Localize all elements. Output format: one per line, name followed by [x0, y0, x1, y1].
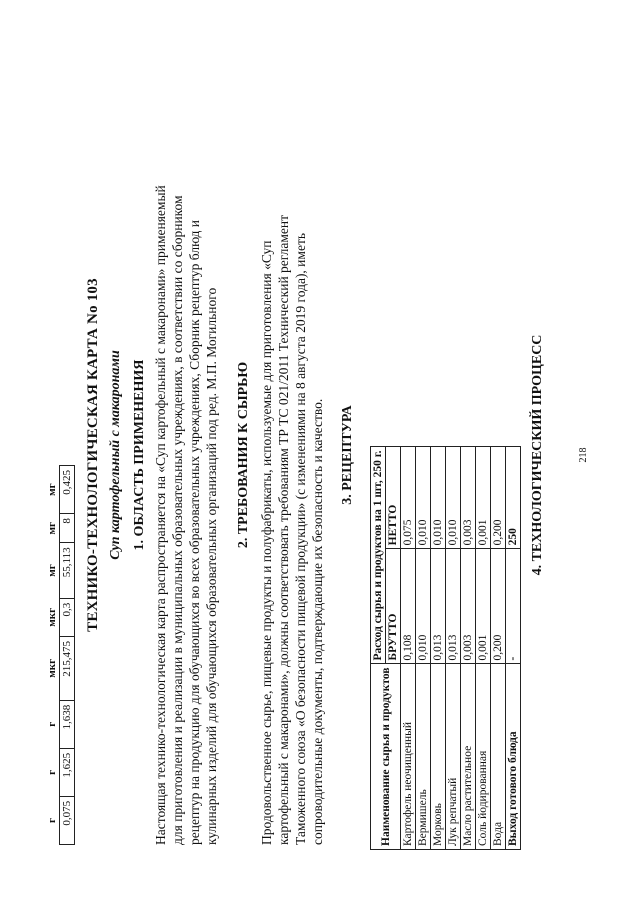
- nutrition-unit: г: [45, 796, 60, 844]
- nutrition-value: 215,475: [60, 636, 75, 700]
- nutrition-unit: мкг: [45, 636, 60, 700]
- nutrition-unit: мг: [45, 543, 60, 598]
- nutrition-value: 1,625: [60, 748, 75, 796]
- ingredient-name: Морковь: [431, 664, 446, 850]
- nutrition-value: 0,3: [60, 598, 75, 636]
- table-row: [446, 447, 461, 850]
- page-number: 218: [578, 447, 589, 463]
- total-netto: 250: [506, 447, 521, 549]
- paragraph-line: Настоящая технико-технологическая карта распространяется на «Суп картофельный с макаронами» применяемый: [153, 185, 168, 845]
- section-heading-scope: 1. ОБЛАСТЬ ПРИМЕНЕНИЯ: [132, 359, 147, 551]
- ingredient-name: Вермишель: [416, 664, 431, 850]
- dish-title: Суп картофельный с макаронами: [108, 350, 123, 560]
- paragraph-line: Продовольственное сырье, пищевые продукты и полуфабрикаты, используемые для приготовления «Суп: [259, 240, 274, 845]
- recipe-header-brutto: БРУТТО: [386, 549, 401, 664]
- netto-value: 0,010: [431, 447, 446, 549]
- netto-value: 0,010: [416, 447, 431, 549]
- total-brutto: -: [506, 549, 521, 664]
- table-row: [401, 447, 416, 850]
- nutrition-value: 1,638: [60, 700, 75, 748]
- netto-value: 0,010: [446, 447, 461, 549]
- nutrition-value: 0,425: [60, 466, 75, 514]
- section-scope-body: [152, 65, 220, 845]
- ingredient-name: Масло растительное: [461, 664, 476, 850]
- paragraph-line: Таможенного союза «О безопасности пищевой продукции» (с изменениями на 8 августа 2019 года), иметь: [293, 232, 308, 845]
- total-label: Выход готового блюда: [506, 664, 521, 850]
- brutto-value: 0,010: [416, 549, 431, 664]
- brutto-value: 0,001: [476, 549, 491, 664]
- paragraph-line: кулинарных изделий для обучающихся образовательных организаций под ред. М.П. Могильного: [204, 287, 219, 845]
- nutrition-unit: г: [45, 700, 60, 748]
- ingredient-name: Лук репчатый: [446, 664, 461, 850]
- recipe-header-group: Расход сырья и продуктов на 1 шт, 250 г.: [371, 447, 386, 664]
- paragraph-line: сопроводительные документы, подтверждающие их безопасность и качество.: [310, 398, 325, 845]
- paragraph-line: картофельный с макаронами», должны соответствовать требованиям ТР ТС 021/2011 Технический регламент: [276, 214, 291, 845]
- nutrition-unit: мг: [45, 466, 60, 514]
- nutrition-value: 8: [60, 514, 75, 543]
- nutrition-unit: мкг: [45, 598, 60, 636]
- brutto-value: 0,013: [446, 549, 461, 664]
- netto-value: 0,200: [491, 447, 506, 549]
- paragraph-line: для приготовления и реализации в муниципальных образовательных учреждениях, в соответствии со сборником: [170, 195, 185, 845]
- paragraph-line: рецептур на продукцию для обучающихся во всех образовательных учреждениях, Сборник рецептур блюд и: [187, 220, 202, 845]
- brutto-value: 0,013: [431, 549, 446, 664]
- brutto-value: 0,200: [491, 549, 506, 664]
- ingredient-name: Картофель неочищенный: [401, 664, 416, 850]
- table-row: [416, 447, 431, 850]
- netto-value: 0,003: [461, 447, 476, 549]
- document-title: ТЕХНИКО-ТЕХНОЛОГИЧЕСКАЯ КАРТА No 103: [85, 278, 101, 632]
- netto-value: 0,075: [401, 447, 416, 549]
- nutrition-unit: мг: [45, 514, 60, 543]
- ingredient-name: Соль йодированная: [476, 664, 491, 850]
- section-heading-process: 4. ТЕХНОЛОГИЧЕСКИЙ ПРОЦЕСС: [530, 334, 545, 576]
- recipe-header-name: Наименование сырья и продуктов: [371, 664, 401, 850]
- nutrition-value: 0,075: [60, 796, 75, 844]
- table-row: [431, 447, 446, 850]
- section-requirements-body: [258, 65, 326, 845]
- brutto-value: 0,003: [461, 549, 476, 664]
- nutrition-value: 55,113: [60, 543, 75, 598]
- table-row: [461, 447, 476, 850]
- netto-value: 0,001: [476, 447, 491, 549]
- section-heading-requirements: 2. ТРЕБОВАНИЯ К СЫРЬЮ: [236, 361, 251, 549]
- recipe-header-netto: НЕТТО: [386, 447, 401, 549]
- nutrition-unit: г: [45, 748, 60, 796]
- table-row: [491, 447, 506, 850]
- table-row: [476, 447, 491, 850]
- brutto-value: 0,108: [401, 549, 416, 664]
- recipe-table: [370, 446, 521, 850]
- section-heading-recipe: 3. РЕЦЕПТУРА: [340, 405, 355, 505]
- nutrition-values-table: [45, 465, 75, 845]
- ingredient-name: Вода: [491, 664, 506, 850]
- table-row-total: [506, 447, 521, 850]
